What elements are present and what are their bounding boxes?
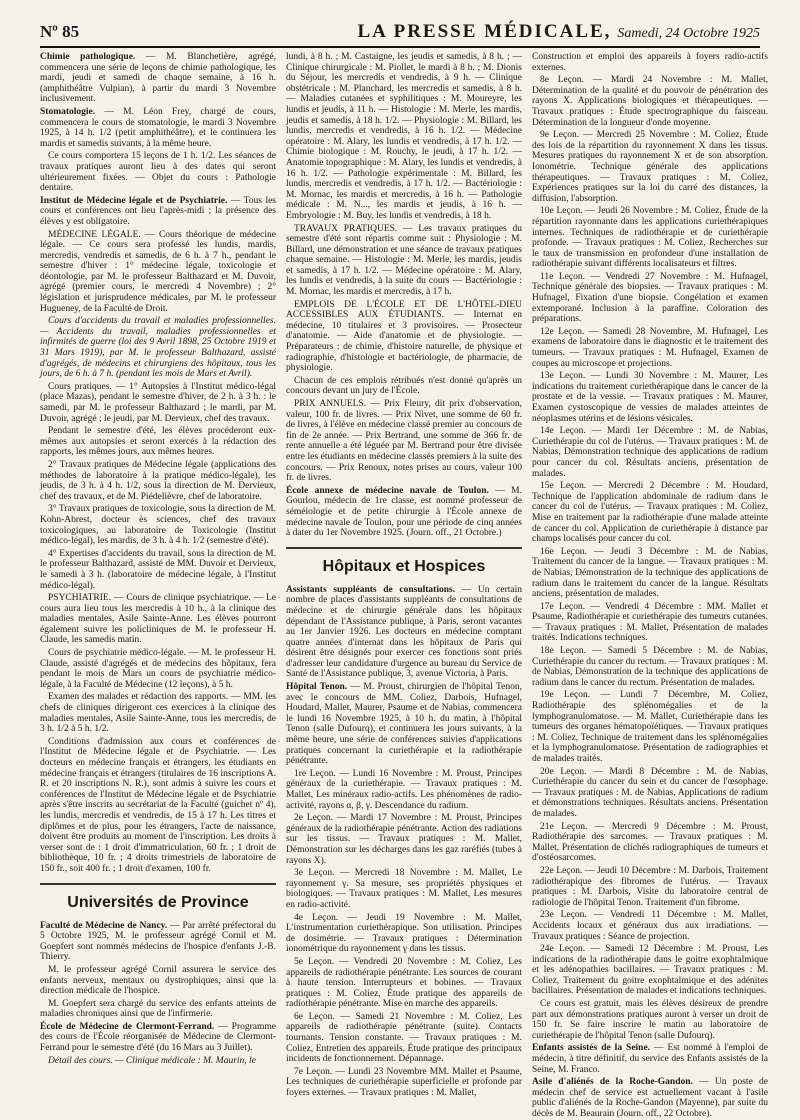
paragraph: MÉDECINE LÉGALE. — Cours théorique de médecine légale. — Ce cours sera professé les lundis, mardis, mercredis, vendredis et samedis, de 6 h. à 7 h., pendant le semestre d'hiver : 1° médecine légale, toxicologie et déontologie, par M. le professeur Balthazard et M. Duvoir, agrégé (premier cours, le mercredi 4 Novembre) ; 2° législation et jurisprudence médicales, par M. le professeur Hugueney, de la Faculté de Droit. [40,229,276,314]
column-2 [286,52,523,1099]
paragraph: M. le professeur agrégé Cornil assurera le service des enfants nerveux, mentaux ou dystrophiques, ainsi que la direction médicale de l'hospice. [40,964,276,997]
article-text: — M. Proust, chirurgien de l'hôpital Tenon, avec le concours de MM. Coliez, Darbois, Hufnagel, Houdard, Mallet, Maurer, Psaume et de Nabias, commencera le lundi 16 Novembre 1925, à 10 h. du matin, à l'hôpital Tenon (salle Dufourq), et continuera les jours suivants, à la même heure, une série de conférences suivies d'applications pratiques concernant la curiethérapie et la radiothérapie pénétrante. [286,682,522,767]
article-title: Hôpital Tenon. [286,682,348,693]
article-text: — Un certain nombre de places d'assistants suppléants de consultations de médecine et de chirurgie générale dans les hôpitaux dépendant de l'Assistance publique, à Paris, seront vacantes au 1er Janvier 1926. Les docteurs en médecine comptant quatre années d'internat dans les hôpitaux de Paris qui désirent être désignés pour exercer ces fonctions sont priés d'adresser leur candidature d'urgence au bureau du Service de Santé de l'Assistance publique, 3, avenue Victoria, à Paris. [286,584,523,680]
lecture-item: 10e Leçon. — Jeudi 26 Novembre : M. Coliez, Étude de la répartition rayonnante dans les applications curiethérapiques internes. Techniques de radiothérapie et de curiethérapie profonde. — Travaux pratiques : M. Coliez, Recherches sur le taux de transmission en profondeur d'une installation de radiothérapie suivant différents localisateurs et filtres. [532,206,768,270]
section-title-universites: Universités de Province [67,893,249,911]
lecture-item: 22e Leçon. — Jeudi 10 Décembre : M. Darbois, Traitement radiothérapique des fibromes de l'utérus. — Travaux pratiques : M. Darbois, Visite du laboratoire central de radiologie de l'hôpital Tenon. Traitement d'un fibrome. [532,865,768,908]
paragraph: EMPLOIS DE L'ÉCOLE ET DE L'HÔTEL-DIEU ACCESSIBLES AUX ÉTUDIANTS. — Internat en médecine, 10 titulaires et 3 provisoires. — Prosecteur d'anatomie. — Aide d'anatomie et de physiologie. — Préparateurs : de chimie, d'histoire naturelle, de physique et radiographie, d'histologie et bactériologie, de pharmacie, de physiologie. [286,299,522,374]
paragraph: Ce cours comportera 15 leçons de 1 h. 1/2. Les séances de travaux pratiques auront lieu à des dates qui seront ultérieurement fixées. — Objet du cours : Pathologie dentaire. [40,151,276,194]
article-enfants-assistes [532,1043,768,1075]
journal-title: LA PRESSE MÉDICALE, [357,21,612,42]
lecture-item: 17e Leçon. — Vendredi 4 Décembre : MM. Mallet et Psaume, Radiothérapie et curiethérapie des tumeurs cutanées. — Travaux pratiques : M. Mallet, Présentation de malades traités. Indications techniques. [532,601,768,644]
article-text: — M. Blanchetière, agrégé, commencera une série de leçons de chimie pathologique, les mardi, jeudi et samedi de chaque semaine, à 16 h. (amphithéâtre Vulpian), à partir du mardi 3 Novembre inclusivement. [40,52,276,105]
article-title: Stomatologie. [40,106,96,117]
lecture-item: 21e Leçon. — Mercredi 9 Décembre : M. Proust, Radiothérapie des sarcomes. — Travaux pratiques : M. Mallet, Présentation de clichés radiographiques de tumeurs et d'ostéosarcomes. [532,821,768,864]
article-text: — Tous les cours et conférences ont lieu l'après-midi ; la présence des élèves y est obligatoire. [40,195,277,227]
paragraph: 2° Travaux pratiques de Médecine légale (applications des méthodes de laboratoire à la pratique médico-légale), les jeudis, de 3 h. à 4 h. 1/2, sous la direction de M. Dervieux, chef des travaux, et de M. Piédelièvre, chef de laboratoire. [40,459,276,502]
article-title: Chimie pathologique. [40,52,136,62]
paragraph: Examen des malades et rédaction des rapports. — MM. les chefs de cliniques dirigeront ces exercices à la clinique des maladies mentales, Asile Sainte-Anne, tous les mercredis, de 3 h. 1/2 à 5 h. 1/2. [40,692,276,735]
article-clermont-ferrand [40,1022,276,1054]
paragraph: PRIX ANNUELS. — Prix Fleury, dit prix d'observation, valeur, 100 fr. de livres. — Prix Nivet, une somme de 60 fr. de livres, à l'élève en médecine classé premier au concours de fin de 2e année. — Prix Bertrand, une somme de 366 fr. de rente annuelle a été léguée par M. Bertrand pour être divisée entre les étudiants en médecine classés premiers à la suite des concours. — Prix Renoux, notes prises au cours, valeur 100 fr. de livres. [286,399,522,484]
lecture-item: 5e Leçon. — Vendredi 20 Novembre : M. Coliez, Les appareils de radiothérapie pénétrante. Les sources de courant à haute tension. Interrupteurs et bobines. — Travaux pratiques : M. Coliez, Étude pratique des appareils de radiothérapie pénétrante. Mise en marche des appareils. [286,956,522,1010]
lecture-item: 18e Leçon. — Samedi 5 Décembre : M. de Nabias, Curiethérapie du cancer du rectum. — Travaux pratiques : M. de Nabias, Démonstration de la technique des applications de radium dans le cancer du rectum. Présentation de malades. [532,646,768,688]
article-nancy [40,921,276,963]
article-text: — Est nommé à l'emploi de médecin, à titre définitif, du service des Enfants assistés de la Seine, M. Franco. [532,1043,768,1075]
paragraph: M. Goepfert sera chargé du service des enfants atteints de maladies chroniques ainsi que de l'infirmerie. [40,998,276,1020]
paragraph: TRAVAUX PRATIQUES. — Les travaux pratiques du semestre d'été sont répartis comme suit : Physiologie : M. Billard, une démonstration et une séance de travaux pratiques chaque semaine. — Histologie : M. Merle, les mardis, jeudis et samedis, à 17 h. 1/2. — Médecine opératoire : M. Alary, les lundis et vendredis, à la suite du cours — Bactériologie : M. Mornac, les mardis et mercredis, à 17 h. [286,223,522,298]
lecture-item: 7e Leçon. — Lundi 23 Novembre MM. Mallet et Psaume, Les techniques de curiethérapie superficielle et profonde par foyers externes. — Travaux pratiques : M. Mallet, [286,1066,522,1099]
lecture-item: 1re Leçon. — Lundi 16 Novembre : M. Proust, Principes généraux de la curiethérapie. — Travaux pratiques : M. Mallet, Les minéraux radio-actifs. Les phénomènes de radio-activité, rayons α, β, γ. Descendance du radium. [286,768,522,811]
column-3 [532,52,768,1119]
article-title: Institut de Médecine légale et de Psychiatrie. [40,195,228,206]
article-assistants [286,585,522,680]
paragraph: Conditions d'admission aux cours et conférences de l'Institut de Médecine légale et de Psychiatrie. — Les docteurs en médecine français et étrangers, les étudiants en médecine français et étrangers (titulaires de 16 inscriptions A. R. et 20 inscriptions N. R.), sont admis à suivre les cours et conférences de l'Institut de Médecine légale et de Psychiatrie après s'être inscrits au secrétariat de la Faculté (guichet nº 4), les lundis, mercredis et vendredis, de 15 à 17 h. Les titres et diplômes et de plus, pour les étrangers, l'acte de naissance, doivent être produits au moment de l'inscription. Les droits à verser sont de : 1 droit d'immatriculation, 60 fr. ; 1 droit de bibliothèque, 10 fr. ; 4 droits trimestriels de laboratoire de 150 fr., soit 400 fr. ; 1 droit d'examen, 100 fr. [40,736,276,874]
lecture-item: 23e Leçon. — Vendredi 11 Décembre : M. Mallet, Accidents locaux et généraux dus aux irradiations. — Travaux pratiques : Séance de projection. [532,910,768,942]
article-text: — M. Léon Frey, chargé de cours, commencera le cours de stomatologie, le mardi 3 Novembre 1925, à 14 h. 1/2 (petit amphithéâtre), et le continuera les mardis et samedis suivants, à la même heure. [40,106,277,149]
article-hopital-tenon [286,682,522,767]
article-chimie [40,52,276,105]
lecture-item: 12e Leçon. — Samedi 28 Novembre, M. Hufnagel, Les examens de laboratoire dans le diagnostic et le traitement des tumeurs. — Travaux pratiques : M. Hufnagel, Examen de coupes au microscope et projections. [532,326,768,369]
lecture-item: 20e Leçon. — Mardi 8 Décembre : M. de Nabias, Curiethérapie du cancer du sein et du cancer de l'œsophage. — Travaux pratiques : M. de Nabias, Applications de radium et démonstrations techniques. Résultats anciens. Présentation de malades. [532,766,768,819]
article-title: Faculté de Médecine de Nancy. [40,920,168,931]
article-text: — Un poste de médecin chef de service est actuellement vacant à l'asile public d'aliénés de la Roche-Gandon (Mayenne), par suite du décès de M. Beaurain (Journ. off., 22 Octobre). [532,1077,768,1119]
lecture-item: 3e Leçon. — Mercredi 18 Novembre : M. Mallet, Le rayonnement γ. Sa mesure, ses propriétés physiques et biologiques. — Travaux pratiques : M. Mallet, Les mesures en radio-activité. [286,868,522,910]
paragraph: Ce cours est gratuit, mais les élèves désireux de prendre part aux démonstrations pratiques auront à verser un droit de 150 fr. Se faire inscrire le matin au laboratoire de curiethérapie de l'hôpital Tenon (salle Dufourq). [532,999,768,1041]
paragraph: Pendant le semestre d'été, les élèves procéderont eux-mêmes aux autopsies et seront exercés à la rédaction des rapports, les mêmes jours, aux mêmes heures. [40,426,276,458]
lecture-item: 16e Leçon. — Jeudi 3 Décembre : M. de Nabias, Traitement du cancer de la langue. — Travaux pratiques : M. de Nabias, Démonstration de la technique des applications de radium dans le traitement du cancer de la langue. Résultats anciens, présentation de malades. [532,546,768,600]
lecture-item: 9e Leçon. — Mercredi 25 Novembre : M. Coliez, Étude des lois de la répartition du rayonnement X dans les tissus. Mesures pratiques du rayonnement X et de son absorption. Ionométrie. Technique générale des applications thérapeutiques. — Travaux pratiques : M. Coliez, Expériences pratiques sur la loi du carré des distances, la diffusion, l'absorption. [532,130,768,204]
section-divider [286,547,522,549]
article-text: — Programme des cours de l'École réorganisée de Médecine de Clermont-Ferrand pour le semestre d'été (du 16 Mars au 3 Juillet). [40,1021,276,1054]
article-stomatologie [40,107,276,149]
paragraph: PSYCHIATRIE. — Cours de clinique psychiatrique. — Le cours aura lieu tous les mercredis à 10 h., à la clinique des maladies mentales, Asile Sainte-Anne. Les élèves pourront également suivre les policliniques de M. le professeur H. Claude, les samedis matin. [40,593,276,646]
article-roche-gandon [532,1077,768,1119]
columns [40,52,770,1119]
lecture-item: 6e Leçon. — Samedi 21 Novembre : M. Coliez, Les appareils de radiothérapie pénétrante (suite). Contacts tournants. Tension constante. — Travaux pratiques : M. Coliez, Entretien des appareils. Étude pratique des principaux incidents de fonctionnement. Dépannage. [286,1011,522,1065]
lecture-item: 14e Leçon. — Mardi 1er Décembre : M. de Nabias, Curiethérapie du col de l'utérus. — Travaux pratiques : M. de Nabias, Démonstration technique des applications de radium pour cancer du col. Résultats anciens, présentation de malades. [532,426,768,479]
issue-date: Samedi, 24 Octobre 1925 [617,26,760,41]
column-1 [40,52,276,1072]
paragraph: Construction et emploi des appareils à foyers radio-actifs externes. [532,52,768,73]
lecture-item: 8e Leçon. — Mardi 24 Novembre : M. Mallet, Détermination de la qualité et du pouvoir de pénétration des rayons X. Applications biologiques et thérapeutiques. — Travaux pratiques : Étude spectrographique du faisceau. Détermination de la longueur d'onde moyenne. [532,75,768,128]
article-institut-medecine-legale [40,196,276,228]
paragraph: 4° Expertises d'accidents du travail, sous la direction de M. le professeur Balthazard, assisté de MM. Duvoir et Dervieux, le samedi à 3 h. (laboratoire de médecine légale, à l'Institut médico-légal). [40,548,276,591]
lecture-item: 4e Leçon. — Jeudi 19 Novembre : M. Mallet, L'instrumentation curiethérapique. Son utilisation. Principes de dosimétrie. — Travaux pratiques : Détermination ionométrique du rayonnement γ dans les tissus. [286,912,522,955]
article-title: École de Médecine de Clermont-Ferrand. [40,1021,215,1032]
article-title: École annexe de médecine navale de Toulon. [286,485,489,496]
lecture-item: 24e Leçon. — Samedi 12 Décembre : M. Proust, Les indications de la radiothérapie dans le goitre exophtalmique et les adénopathies bacillaires. — Travaux pratiques : M. Coliez, Traitement du goitre exophtalmique et des adénites bacillaires. Présentation de malades et indications techniques. [532,944,768,997]
lecture-item: 2e Leçon. — Mardi 17 Novembre : M. Proust, Principes généraux de la radiothérapie pénétrante. Action des radiations sur les tissus. — Travaux pratiques : M. Mallet, Démonstration sur les décharges dans les gaz raréfiés (tubes à rayons X). [286,813,522,866]
paragraph: Cours de psychiatrie médico-légale. — M. le professeur H. Claude, assisté d'agrégés et de médecins des hôpitaux, fera pendant le mois de Mars un cours de psychiatrie médico-légale, à la Faculté de Médecine (12 leçons), à 5 h. [40,648,276,690]
journal-masthead [358,21,761,46]
section-divider [40,883,276,885]
paragraph: Chacun de ces emplois rétribués n'est donné qu'après un concours devant un jury de l'École. [286,375,522,397]
section-title-hopitaux: Hôpitaux et Hospices [322,557,486,575]
article-toulon [286,486,522,539]
article-title: Enfants assistés de la Seine. [532,1043,651,1054]
article-title: Asile d'aliénés de la Roche-Gandon. [532,1077,693,1088]
article-title: Assistants suppléants de consultations. [286,584,456,595]
lecture-item: 19e Leçon. — Lundi 7 Décembre, M. Coliez, Radiothérapie des splénomégalies et de la lymphogranulomatose. — M. Mallet, Curiethérapie dans les tumeurs des organes hématopoïétiques. — Travaux pratiques : M. Coliez, Technique de traitement dans les splénomégalies et la lymphogranulomatose. Présentation de radiographies et de malades traités. [532,690,768,764]
paragraph: Cours pratiques. — 1° Autopsies à l'Institut médico-légal (place Mazas), pendant le semestre d'hiver, de 2 h. à 3 h. : le samedi, par M. le professeur Balthazard ; le mardi, par M. Duvoir, agrégé ; le jeudi, par M. Dervieux, chef des travaux. [40,381,276,424]
paragraph: Cours d'accidents du travail et maladies professionnelles. — Accidents du travail, maladies professionnelles et infirmités de guerre (loi des 9 Avril 1898, 25 Octobre 1919 et 31 Mars 1919), par M. le professeur Balthazard, assisté d'agrégés, de médecins et chirurgiens des hôpitaux, tous les jours, de 6 h. à 7 h. (pendant les mois de Mars et Avril). [40,316,276,380]
page-number: Nº 85 [40,22,80,41]
lecture-item: 13e Leçon. — Lundi 30 Novembre : M. Maurer, Les indications du traitement curiethérapique dans le cancer de la prostate et de la vessie. — Travaux pratiques : M. Maurer, Examen cystoscopique de vessies de malades atteintes de néoplasmes utérins et de lésions vésicales. [532,371,768,424]
paragraph: lundi, à 8 h. ; M. Castaigne, les jeudis et samedis, à 8 h. ; — Clinique chirurgicale : M. Piollet, le mardi à 8 h. ; M. Dionis du Séjour, les mercredis et vendredis, à 9 h. — Clinique obstétricale : M. Planchard, les mercredis et samedis, à 8 h. — Maladies cutanées et syphilitiques : M. Moureyre, les lundis et jeudis, à 11 h. — Histologie : M. Merle, les mardis, jeudis et samedis, à 18 h. 1/2. — Physiologie : M. Billard, les lundis, mercredis et vendredis, à 16 h. 1/2. — Médecine opératoire : M. Alary, les lundis et vendredis, à 17 h. 1/2. — Chimie biologique : M. Rouchy, le jeudi, à 17 h. 1/2. — Anatomie topographique : M. Alary, les lundis et vendredis, à 16 h. 1/2. — Pathologie expérimentale : M. Billard, les lundis, mercredis et vendredis, à 17 h. 1/2. — Bactériologie : M. Mornac, les mardis et mercredis, à 16 h. — Pathologie médicale : M. N..., les mardis et jeudis, à 16 h. — Embryologie : M. Buy, les lundis et vendredis, à 18 h. [286,52,522,221]
lecture-item: 11e Leçon. — Vendredi 27 Novembre : M. Hufnagel, Technique générale des biopsies. — Travaux pratiques : M. Hufnagel, Fixation d'une biopsie. Congélation et examen extemporané. Inclusion à la paraffine. Coloration des préparations. [532,271,768,325]
article-text: — Par arrêté préfectoral du 5 Octobre 1925, M. le professeur agrégé Cornil et M. Goepfert sont nommés médecins de l'hospice d'enfants J.-B. Thierry. [40,920,277,963]
article-text: — M. Gourlou, médecin de 1re classe, est nommé professeur de séméiologie et de petite chirurgie à l'École annexe de médecine navale de Toulon, pour une période de cinq années à dater du 1er Novembre 1925. (Journ. off., 21 Octobre.) [286,485,522,539]
paragraph: 3° Travaux pratiques de toxicologie, sous la direction de M. Kohn-Abrest, docteur ès sciences, chef des travaux toxicologiques, au laboratoire de Toxicologie (Institut médico-légal), les mardis, de 3 h. à 4 h. 1/2 (semestre d'été). [40,504,276,547]
page-header [40,12,760,48]
lecture-item: 15e Leçon. — Mercredi 2 Décembre : M. Houdard, Technique de l'application abdominale de radium dans le cancer du col de l'utérus. — Travaux pratiques : M. Coliez, Mise en traitement par la radiothérapie d'une malade atteinte de cancer du col. Application de curiethérapie à distance par champs localisés pour cancer du col. [532,481,768,545]
paragraph: Détail des cours. — Clinique médicale : M. Maurin, le [48,1055,256,1066]
